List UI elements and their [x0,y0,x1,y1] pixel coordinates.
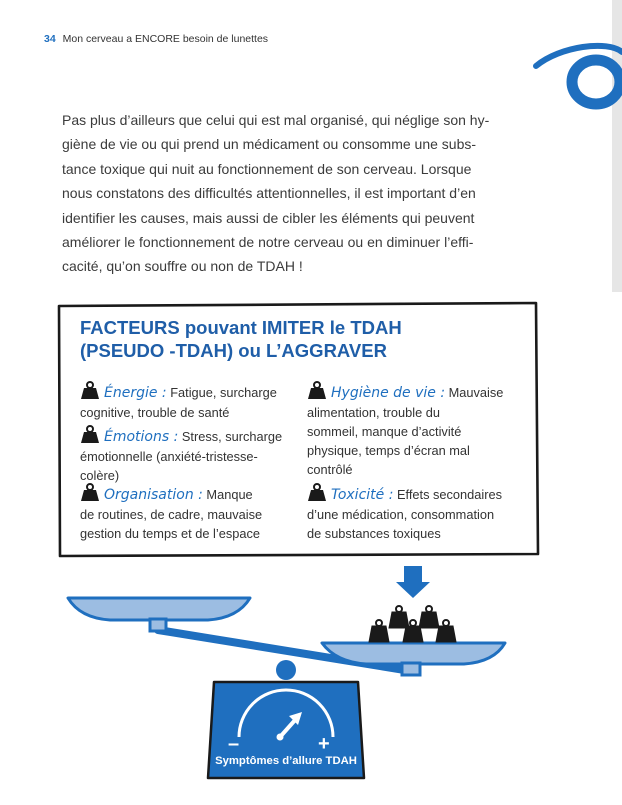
factor-emotions [80,425,305,485]
swirl-decoration [530,42,622,112]
factor-text: Mauvaise [445,385,504,400]
factor-text-line: physique, temps d’écran mal [307,443,470,458]
page-number: 34 [44,33,56,45]
factor-first-line [80,483,305,505]
factor-text-line: de substances toxiques [307,526,441,541]
factor-text: Manque [202,487,253,502]
factor-text-line: d’une médication, consommation [307,507,495,522]
factor-text: Fatigue, surcharge [166,385,277,400]
weight-icon [80,483,100,501]
body-line: Pas plus d’ailleurs que celui qui est mal organisé, qui néglige son hy- [62,112,490,128]
gauge-minus-label: – [228,733,240,755]
factor-first-line [80,425,305,447]
factor-first-line [307,483,532,505]
factors-title-line-1: FACTEURS pouvant IMITER le TDAH [80,317,402,338]
factors-title-line-2: (PSEUDO -TDAH) ou L’AGGRAVER [80,340,387,361]
gauge-plus-label: + [318,733,330,755]
body-line: améliorer le fonctionnement de notre cerveau ou en diminuer l’effi- [62,234,474,251]
factor-first-line [80,381,305,403]
factor-toxicite [307,483,532,543]
factors-box-title [80,316,500,362]
factor-first-line [307,381,532,403]
factor-text-line: alimentation, trouble du [307,405,441,420]
body-line: cacité, qu’on souffre ou non de TDAH ! [62,258,303,275]
factor-text-line: émotionnelle (anxiété-tristesse- [80,449,258,464]
factor-hygiene [307,381,532,479]
factor-energie [80,381,305,422]
factor-text: Stress, surcharge [178,429,283,444]
body-paragraph [62,108,520,279]
weight-icon [307,381,327,399]
weight-icon [307,483,327,501]
gauge-label: Symptômes d’allure TDAH [215,755,357,767]
factor-keyword: Énergie : [104,385,167,401]
factor-keyword: Toxicité : [331,487,394,503]
factor-text-line: sommeil, manque d’activité [307,424,462,439]
down-arrow-icon [396,566,430,598]
weight-icon [80,381,100,399]
body-line: identifier les causes, mais aussi de cibler les éléments qui peuvent [62,209,475,226]
factor-keyword: Organisation : [104,487,203,503]
factor-text: Effets secondaires [393,487,503,502]
factor-text-line: contrôlé [307,462,353,477]
factor-organisation [80,483,305,543]
running-title: Mon cerveau a ENCORE besoin de lunettes [62,33,269,45]
page-header [44,33,268,45]
body-line: nous constatons des difficultés attentionnelles, il est important d’en [62,185,476,202]
weight-icon [80,425,100,443]
body-line: tance toxique qui nuit au fonctionnement de son cerveau. Lorsque [62,160,472,177]
factor-text-line: colère) [80,468,120,483]
factor-keyword: Émotions : [104,429,179,445]
factor-text-line: de routines, de cadre, mauvaise [80,507,263,522]
body-line: giène de vie ou qui prend un médicament ou consomme une subs- [62,136,477,153]
factor-keyword: Hygiène de vie : [331,385,446,401]
scale-icon [0,560,622,805]
factor-text-line: gestion du temps et de l’espace [80,526,260,541]
factor-text-line: cognitive, trouble de santé [80,405,230,420]
